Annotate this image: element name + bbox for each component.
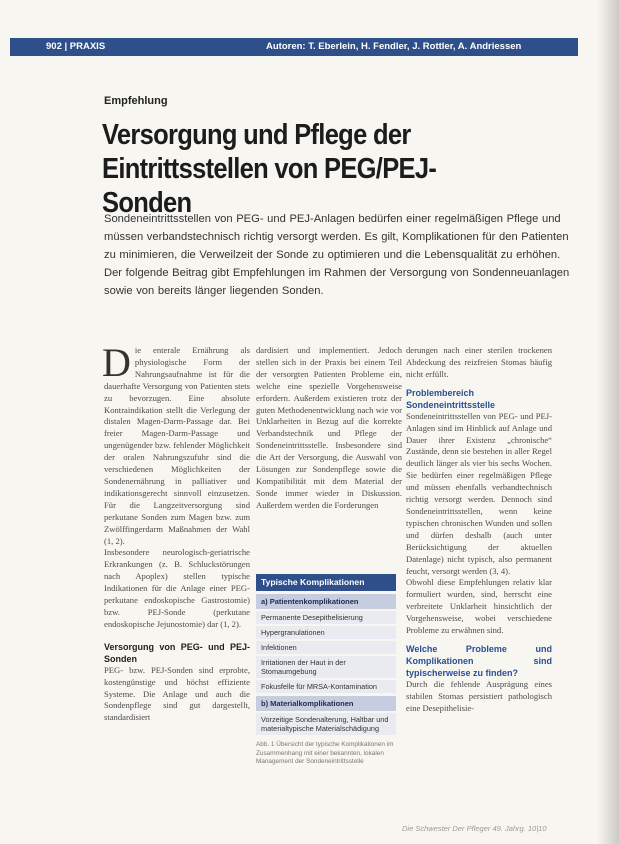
- column-3: [406, 345, 552, 715]
- column-1: [102, 340, 250, 724]
- paragraph-text: ie enterale Ernährung als physiologische Form der Nahrungsaufnahme ist für die dauerhafte Versorgung von Patienten stets zu bevorzugen. Eine absolute Kontraindikation stellt die Verlegung der distalen Magen-Darm-Passage dar. Bei freier Magen-Darm-Passage und ungenügender bzw. fehlender Möglichkeit der oralen Nahrungszufuhr sind die verschiedenen Möglichkeiten der Sondenernährung in palliativer und indikationsgerecht sinnvoll einzusetzen. Für die Langzeitversorgung sind perkutane Sonden zum Magen bzw. zum Zwölffingerdarm Maßnahmen der Wahl (1, 2).: [104, 345, 250, 546]
- box-item: Permanente Desepithelisierung: [256, 611, 396, 624]
- paragraph: Sondeneintrittsstellen von PEG- und PEJ-Anlagen sind im Hinblick auf Anlage und Dauer ihrer Existenz „chronische“ Zustände, denn sie bestehen in aller Regel deutlich länger als vier bis sechs Wochen. Sie bedürfen einer regelmäßigen Pflege und müssen ebenfalls verbandtechnisch richtig versorgt werden. Dennoch sind Sondeneintrittsstellen, wenn keine typischen chronischen Wunden und sollen und dürfen deshalb (auch unter Berücksichtigung der aktuellen Datenlage) nicht typisch, also permanent feucht, versorgt werden (3, 4).: [406, 410, 552, 576]
- subheading: Versorgung von PEG- und PEJ-Sonden: [104, 641, 250, 664]
- paragraph: Insbesondere neurologisch-geriatrische Erkrankungen (z. B. Schluckstörungen nach Apoplex) stellen typische Indikationen für die Anlage einer PEG-perkutane endoskopische Gastrostomie) bzw. PEJ-Sonde (perkutane endoskopische Jejunostomie) dar (1, 2).: [104, 547, 250, 629]
- box-item: Vorzeitige Sondenalterung, Haltbar und materialtypische Materialschädigung: [256, 713, 396, 735]
- box-caption: Abb. 1 Übersicht der typische Komplikationen im Zusammenhang mit einer bekannten, lokalen Management der Sondeneintrittsstelle: [256, 741, 394, 765]
- subheading: Welche Probleme und Komplikationen sind typischerweise zu finden?: [406, 643, 552, 678]
- box-title: Typische Komplikationen: [256, 574, 396, 591]
- paragraph: Durch die fehlende Ausprägung eines stabilen Stomas persistiert pathologisch eine Desepithelisie-: [406, 678, 552, 713]
- page-edge-shadow: [597, 0, 619, 844]
- section-label: 902 | PRAXIS: [46, 41, 106, 52]
- lead-paragraph: Sondeneintrittsstellen von PEG- und PEJ-Anlagen bedürfen einer regelmäßigen Pflege und müssen verbandstechnisch richtig versorgt werden. Es gilt, Komplikationen für den Patienten zu minimieren, die Verweilzeit der Sonde zu optimieren und die Lebensqualität zu erhöhen. Der folgende Beitrag gibt Empfehlungen im Rahmen der Versorgung von Sondenneuanlagen sowie von bereits länger liegenden Sonden.: [104, 213, 570, 297]
- box-section-a: a) Patientenkomplikationen: [256, 594, 396, 609]
- drop-cap: D: [102, 340, 131, 385]
- article-title: Versorgung und Pflege der Eintrittsstellen von PEG/PEJ-Sonden: [102, 119, 437, 219]
- paragraph: dardisiert und implementiert. Jedoch stellen sich in der Praxis bei einem Teil der versorgten Patienten Probleme ein, welche eine spezielle Vorgehensweise erfordern. Außerdem existieren trotz der guten Methodenentwicklung nach wie vor Unklarheiten in Bezug auf die korrekte Verbandstechnik und Pflege der Sondeneintrittsstelle. Insbesondere sind die Art der Versorgung, die Auswahl von Lösungen zur Sondenpflege sowie die Kompatibilität mit dem Material der Sonde immer wieder in Diskussion. Außerdem werden die Forderungen: [256, 345, 402, 510]
- paragraph: derungen nach einer sterilen trockenen Abdeckung des reizfreien Stomas häufig nicht erfüllt.: [406, 345, 552, 379]
- complications-box: [256, 574, 396, 767]
- box-item: Fokusfelle für MRSA-Kontamination: [256, 680, 396, 693]
- footer-journal: Die Schwester Der Pfleger 49. Jahrg. 10|10: [402, 824, 547, 833]
- authors-line: Autoren: T. Eberlein, H. Fendler, J. Rottler, A. Andriessen: [266, 41, 522, 52]
- subheading: Problembereich Sondeneintrittsstelle: [406, 387, 496, 410]
- kicker: Empfehlung: [104, 95, 168, 107]
- paragraph: [102, 340, 250, 547]
- column-2: [256, 345, 402, 512]
- paragraph: PEG- bzw. PEJ-Sonden sind erprobte, kostengünstige und höchst effiziente Systeme. Die Anlage und auch die Sondenpflege sind gut dargestellt, standardisiert: [104, 664, 250, 723]
- paragraph: Obwohl diese Empfehlungen relativ klar formuliert wurden, sind, herrscht eine verbreitete Unklarheit hinsichtlich der Vorgehensweise, wobei verschiedene Probleme zu erwähnen sind.: [406, 577, 552, 636]
- box-item: Infektionen: [256, 641, 396, 654]
- box-section-b: b) Materialkomplikationen: [256, 696, 396, 711]
- box-item: Irritationen der Haut in der Stomaumgebung: [256, 656, 396, 678]
- header-bar: [10, 38, 578, 56]
- box-item: Hypergranulationen: [256, 626, 396, 639]
